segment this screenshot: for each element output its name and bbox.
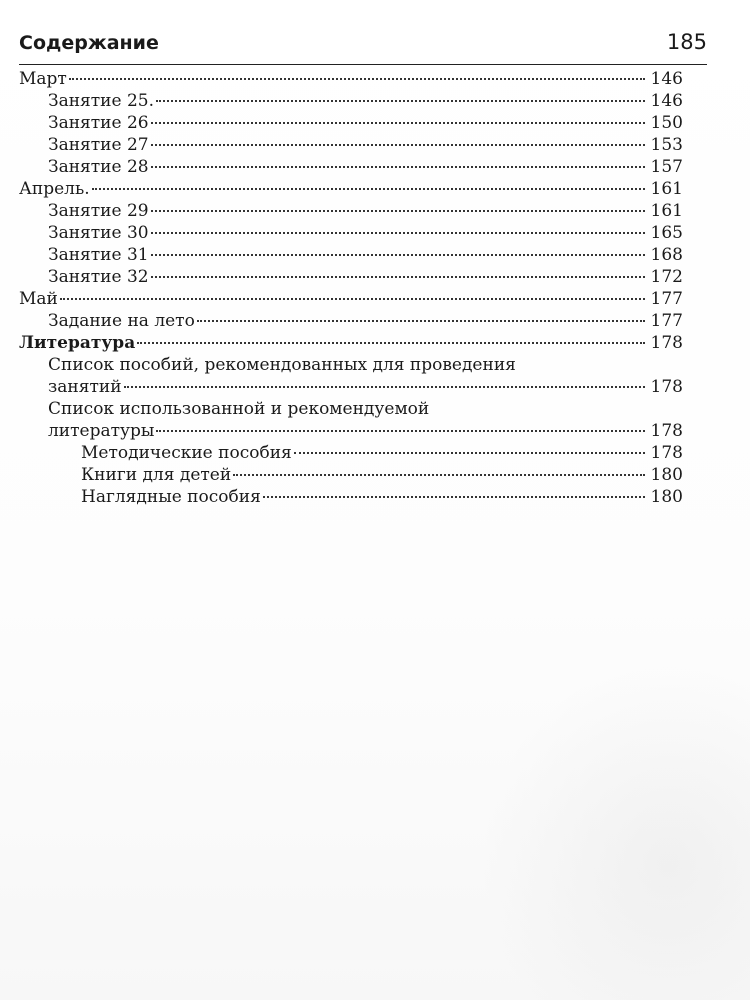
toc-entry xyxy=(19,442,683,464)
toc-entry-page: 172 xyxy=(650,267,683,287)
toc-entry-page: 178 xyxy=(650,421,683,441)
table-of-contents xyxy=(19,68,683,508)
dot-leader xyxy=(197,320,645,322)
dot-leader xyxy=(151,254,645,256)
toc-entry xyxy=(19,244,683,266)
toc-entry xyxy=(19,420,683,442)
toc-entry-page: 165 xyxy=(650,223,683,243)
toc-entry-page: 161 xyxy=(650,201,683,221)
toc-entry-title-line2: занятий xyxy=(48,377,122,397)
toc-entry xyxy=(19,112,683,134)
toc-entry-page: 178 xyxy=(650,333,683,353)
dot-leader xyxy=(60,298,645,300)
toc-entry-page: 146 xyxy=(650,69,683,89)
toc-entry-title: Занятие 32 xyxy=(48,267,149,287)
toc-entry-page: 177 xyxy=(650,289,683,309)
toc-entry-page: 146 xyxy=(650,91,683,111)
header-page-number: 185 xyxy=(666,30,707,54)
toc-entry-page: 180 xyxy=(650,487,683,507)
dot-leader xyxy=(156,100,645,102)
toc-entry-title-line1: Список пособий, рекомендованных для проведения xyxy=(48,355,516,375)
toc-entry-title: Методические пособия xyxy=(81,443,292,463)
dot-leader xyxy=(151,232,645,234)
dot-leader xyxy=(69,78,645,80)
dot-leader xyxy=(156,430,645,432)
running-header xyxy=(19,30,707,65)
dot-leader xyxy=(151,166,645,168)
header-title: Содержание xyxy=(19,32,159,54)
toc-entry-title: Занятие 26 xyxy=(48,113,149,133)
toc-entry-title-line1: Список использованной и рекомендуемой xyxy=(48,399,430,419)
toc-entry-title: Наглядные пособия xyxy=(81,487,261,507)
toc-entry-page: 150 xyxy=(650,113,683,133)
dot-leader xyxy=(151,122,645,124)
toc-entry xyxy=(19,222,683,244)
toc-entry-section xyxy=(19,178,683,200)
toc-entry xyxy=(19,134,683,156)
toc-entry xyxy=(19,200,683,222)
toc-entry-page: 153 xyxy=(650,135,683,155)
toc-entry xyxy=(19,266,683,288)
toc-entry-title: Книги для детей xyxy=(81,465,232,485)
toc-entry xyxy=(19,90,683,112)
scan-shadow xyxy=(480,660,750,1000)
toc-entry-title: Занятие 25. xyxy=(48,91,155,111)
toc-entry-page: 178 xyxy=(650,377,683,397)
toc-entry-page: 178 xyxy=(650,443,683,463)
toc-entry-page: 177 xyxy=(650,311,683,331)
dot-leader xyxy=(137,342,645,344)
toc-entry-title: Занятие 30 xyxy=(48,223,149,243)
dot-leader xyxy=(151,144,645,146)
dot-leader xyxy=(151,276,645,278)
dot-leader xyxy=(124,386,645,388)
toc-entry xyxy=(19,310,683,332)
toc-entry-title: Занятие 28 xyxy=(48,157,149,177)
toc-entry-page: 168 xyxy=(650,245,683,265)
toc-entry xyxy=(19,376,683,398)
toc-entry-title: Задание на лето xyxy=(48,311,195,331)
toc-entry-title: Занятие 29 xyxy=(48,201,149,221)
toc-entry xyxy=(19,486,683,508)
dot-leader xyxy=(92,188,645,190)
toc-entry-title-line2: литературы xyxy=(48,421,155,441)
dot-leader xyxy=(294,452,645,454)
toc-entry-page: 161 xyxy=(650,179,683,199)
dot-leader xyxy=(263,496,645,498)
toc-entry xyxy=(19,156,683,178)
toc-entry-title: Апрель. xyxy=(19,179,90,199)
dot-leader xyxy=(233,474,645,476)
toc-entry-title: Занятие 27 xyxy=(48,135,149,155)
toc-entry-section xyxy=(19,332,683,354)
toc-entry-title: Май xyxy=(19,289,58,309)
toc-entry-title: Занятие 31 xyxy=(48,245,149,265)
toc-entry-section xyxy=(19,68,683,90)
toc-entry xyxy=(19,464,683,486)
toc-entry-title: Литература xyxy=(19,333,136,353)
toc-entry-page: 157 xyxy=(650,157,683,177)
toc-entry-title: Март xyxy=(19,69,67,89)
dot-leader xyxy=(151,210,645,212)
toc-entry-page: 180 xyxy=(650,465,683,485)
toc-entry-section xyxy=(19,288,683,310)
